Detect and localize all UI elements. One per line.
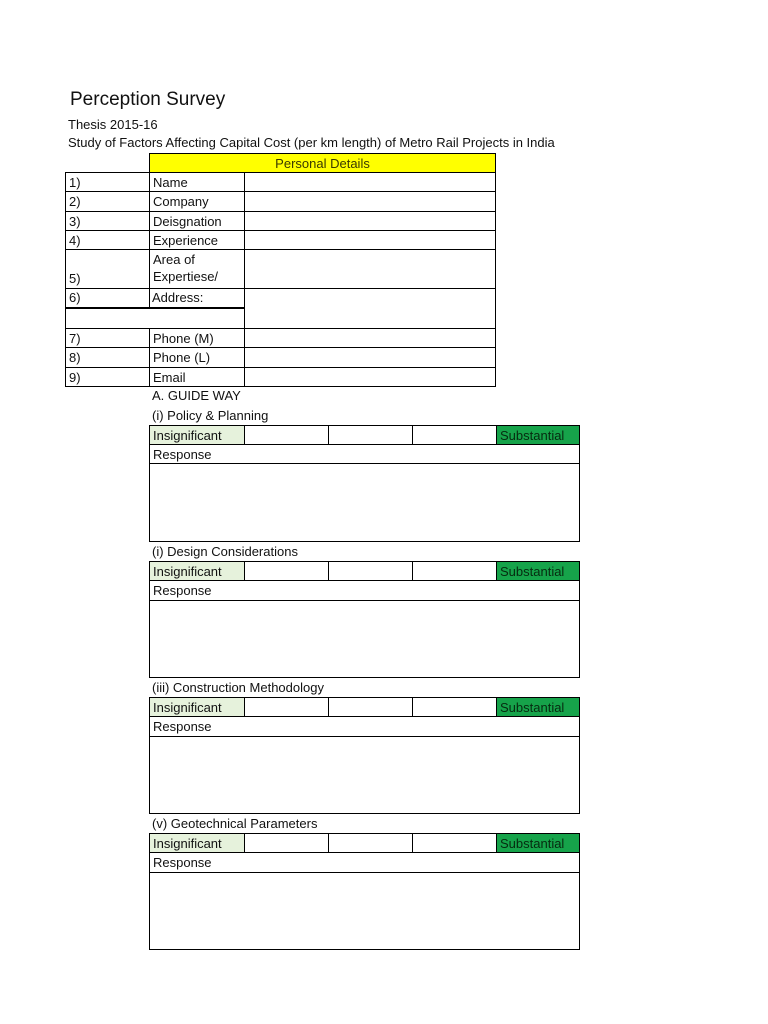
field-label-address: Address: — [149, 288, 245, 309]
field-label-name: Name — [149, 172, 245, 192]
row-number: 6) — [65, 288, 150, 309]
row-number: 7) — [65, 328, 150, 348]
thesis-subtitle: Thesis 2015-16 — [68, 117, 158, 132]
response-label: Response — [149, 716, 580, 737]
scale-option-3[interactable] — [328, 425, 413, 445]
name-field[interactable] — [244, 172, 496, 192]
row-number-cell — [65, 249, 150, 289]
scale-option-4[interactable] — [412, 833, 497, 853]
field-label-phone-mobile: Phone (M) — [149, 328, 245, 348]
email-field[interactable] — [244, 367, 496, 387]
field-label-designation: Deisgnation — [149, 211, 245, 231]
section-title: (v) Geotechnical Parameters — [152, 816, 318, 831]
experience-field[interactable] — [244, 230, 496, 250]
row-number: 1) — [65, 172, 150, 192]
company-field[interactable] — [244, 191, 496, 212]
field-label-experience: Experience — [149, 230, 245, 250]
personal-details-heading: Personal Details — [149, 153, 496, 173]
response-label: Response — [149, 852, 580, 873]
scale-substantial[interactable]: Substantial — [496, 833, 580, 853]
response-field[interactable] — [149, 463, 580, 542]
scale-substantial[interactable]: Substantial — [496, 425, 580, 445]
response-label: Response — [149, 444, 580, 464]
page-title: Perception Survey — [70, 89, 226, 110]
scale-substantial[interactable]: Substantial — [496, 697, 580, 717]
section-title: (iii) Construction Methodology — [152, 680, 324, 695]
designation-field[interactable] — [244, 211, 496, 231]
field-label-email: Email — [149, 367, 245, 387]
study-title: Study of Factors Affecting Capital Cost (per km length) of Metro Rail Projects in India — [68, 135, 555, 150]
section-title: (i) Policy & Planning — [152, 408, 269, 423]
scale-option-2[interactable] — [244, 833, 329, 853]
section-title: (i) Design Considerations — [152, 544, 298, 559]
field-label-area-of-expertise — [149, 249, 245, 289]
row-number: 3) — [65, 211, 150, 231]
row-number: 9) — [65, 367, 150, 387]
scale-option-2[interactable] — [244, 561, 329, 581]
area-of-expertise-field[interactable] — [244, 249, 496, 289]
scale-insignificant[interactable]: Insignificant — [149, 697, 245, 717]
label-line: Area of — [153, 252, 195, 267]
phone-mobile-field[interactable] — [244, 328, 496, 348]
scale-option-4[interactable] — [412, 561, 497, 581]
field-label-company: Company — [149, 191, 245, 212]
address-continuation-cell — [65, 308, 245, 329]
address-field[interactable] — [244, 288, 496, 329]
scale-option-3[interactable] — [328, 561, 413, 581]
scale-option-2[interactable] — [244, 425, 329, 445]
scale-substantial[interactable]: Substantial — [496, 561, 580, 581]
guide-way-heading: A. GUIDE WAY — [152, 388, 241, 403]
response-field[interactable] — [149, 600, 580, 678]
response-label: Response — [149, 580, 580, 601]
response-field[interactable] — [149, 872, 580, 950]
scale-option-3[interactable] — [328, 833, 413, 853]
scale-option-4[interactable] — [412, 425, 497, 445]
scale-insignificant[interactable]: Insignificant — [149, 561, 245, 581]
scale-option-4[interactable] — [412, 697, 497, 717]
row-number: 4) — [65, 230, 150, 250]
row-number: 5) — [69, 271, 81, 286]
scale-insignificant[interactable]: Insignificant — [149, 833, 245, 853]
row-number: 2) — [65, 191, 150, 212]
response-field[interactable] — [149, 736, 580, 814]
label-line: Expertiese/ — [153, 269, 219, 284]
row-number: 8) — [65, 347, 150, 368]
field-label-phone-landline: Phone (L) — [149, 347, 245, 368]
scale-option-2[interactable] — [244, 697, 329, 717]
scale-insignificant[interactable]: Insignificant — [149, 425, 245, 445]
phone-landline-field[interactable] — [244, 347, 496, 368]
scale-option-3[interactable] — [328, 697, 413, 717]
